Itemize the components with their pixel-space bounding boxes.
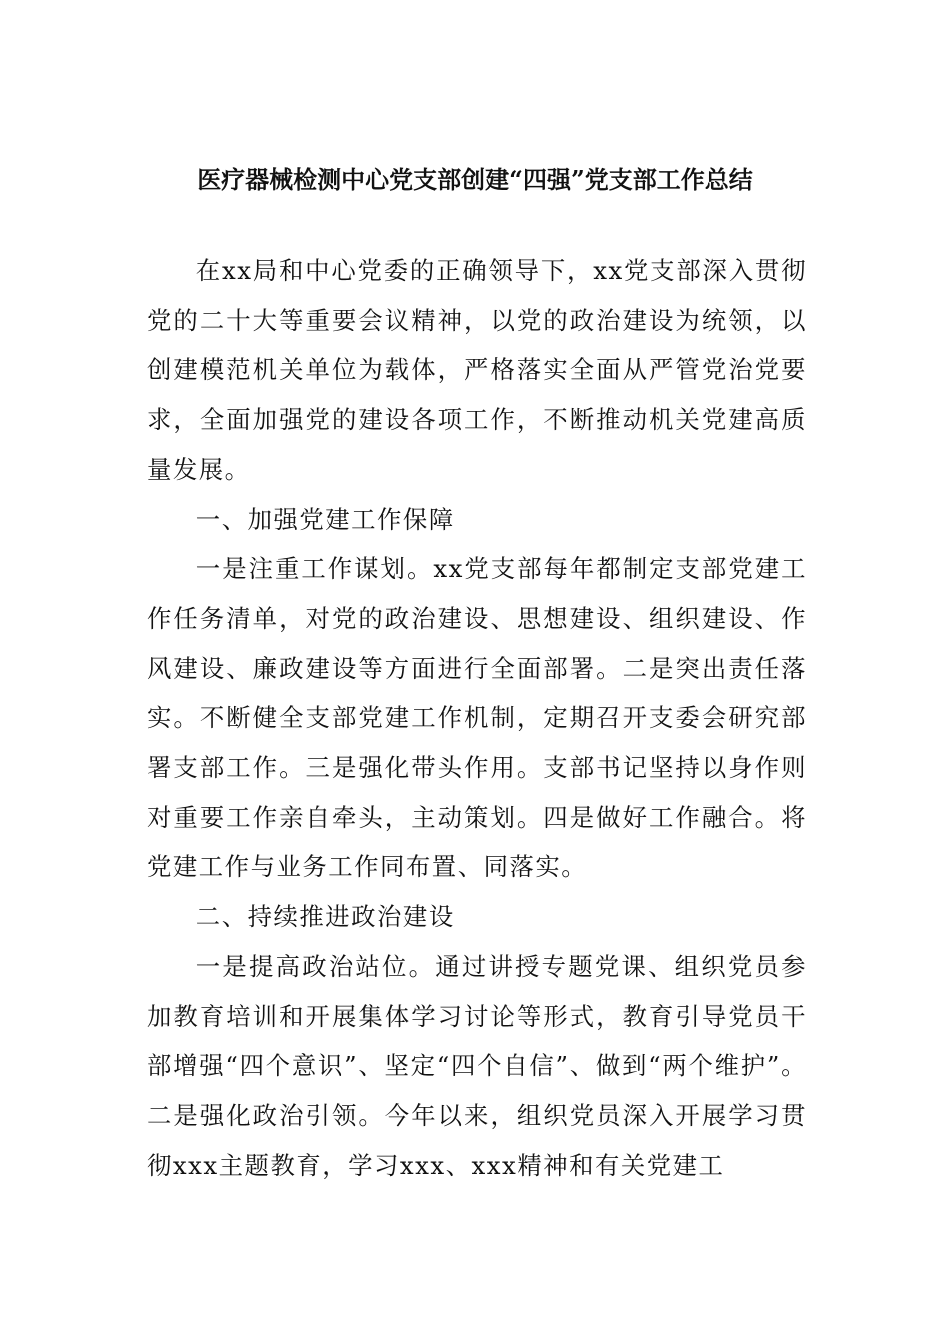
section-heading-2: 二、持续推进政治建设 <box>195 902 455 932</box>
paragraph-section-2: 一是提高政治站位。通过讲授专题党课、组织党员参加教育培训和开展集体学习讨论等形式，教育引导党员干部增强“四个意识”、坚定“四个自信”、做到“两个维护”。二是强化政治引领。今年以来，组织党员深入开展学习贯彻xxx主题教育，学习xxx、xxx精神和有关党建工 <box>147 951 807 1180</box>
section-heading-1: 一、加强党建工作保障 <box>195 504 455 534</box>
document-body <box>147 246 807 1190</box>
paragraph-intro: 在xx局和中心党委的正确领导下，xx党支部深入贯彻党的二十大等重要会议精神，以党的政治建设为统领，以创建模范机关单位为载体，严格落实全面从严管党治党要求，全面加强党的建设各项工作，不断推动机关党建高质量发展。 <box>147 256 807 484</box>
document-title: 医疗器械检测中心党支部创建“四强”党支部工作总结 <box>197 165 753 194</box>
paragraph-section-1: 一是注重工作谋划。xx党支部每年都制定支部党建工作任务清单，对党的政治建设、思想建设、组织建设、作风建设、廉政建设等方面进行全面部署。二是突出责任落实。不断健全支部党建工作机制，定期召开支委会研究部署支部工作。三是强化带头作用。支部书记坚持以身作则对重要工作亲自牵头，主动策划。四是做好工作融合。将党建工作与业务工作同布置、同落实。 <box>147 554 807 882</box>
